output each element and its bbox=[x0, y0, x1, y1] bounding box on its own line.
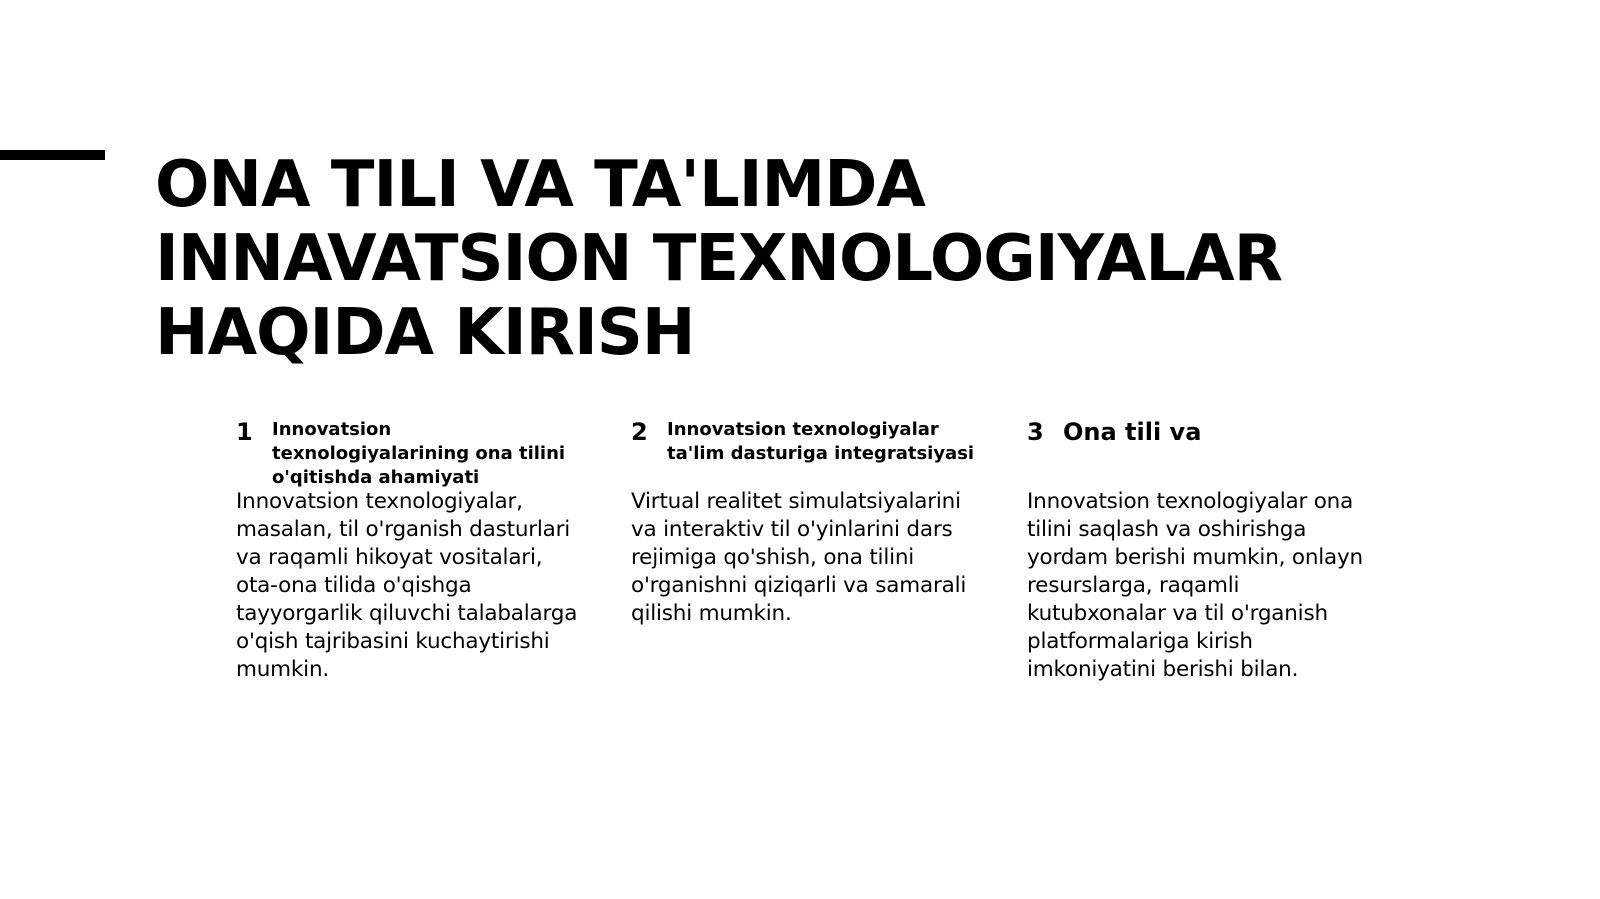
column-number: 1 bbox=[236, 418, 253, 446]
content-column-2 bbox=[631, 418, 976, 628]
column-header bbox=[1027, 418, 1372, 488]
content-column-3 bbox=[1027, 418, 1372, 684]
column-heading: Innovatsion texnologiyalarining ona tilini o'qitishda ahamiyati bbox=[272, 419, 566, 488]
column-header bbox=[236, 418, 581, 488]
column-header bbox=[631, 418, 976, 488]
slide-title-line: ONA TILI VA TA'LIMDA bbox=[155, 148, 925, 222]
slide-title bbox=[155, 148, 1455, 370]
column-number: 2 bbox=[631, 418, 648, 446]
content-column-1 bbox=[236, 418, 581, 684]
column-body: Innovatsion texnologiyalar, masalan, til o'rganish dasturlari va raqamli hikoyat vositalari, ota-ona tilida o'qishga tayyorgarlik qiluvchi talabalarga o'qish tajribasini kuchaytirishi mumkin. bbox=[236, 489, 578, 682]
column-number: 3 bbox=[1027, 418, 1044, 446]
slide-title-line: HAQIDA KIRISH bbox=[155, 296, 695, 370]
column-body: Innovatsion texnologiyalar ona tilini saqlash va oshirishga yordam berishi mumkin, onlayn resurslarga, raqamli kutubxonalar va til o'rganish platformalariga kirish imkoniyatini berishi bilan. bbox=[1027, 489, 1363, 682]
title-accent-bar bbox=[0, 150, 105, 160]
slide-title-line: INNAVATSION TEXNOLOGIYALAR bbox=[155, 222, 1282, 296]
column-heading: Ona tili va bbox=[1063, 418, 1202, 446]
column-heading: Innovatsion texnologiyalar ta'lim dasturiga integratsiyasi bbox=[667, 419, 975, 464]
column-body: Virtual realitet simulatsiyalarini va interaktiv til o'yinlarini dars rejimiga qo'shish, ona tilini o'rganishni qiziqarli va samarali qilishi mumkin. bbox=[631, 489, 967, 626]
